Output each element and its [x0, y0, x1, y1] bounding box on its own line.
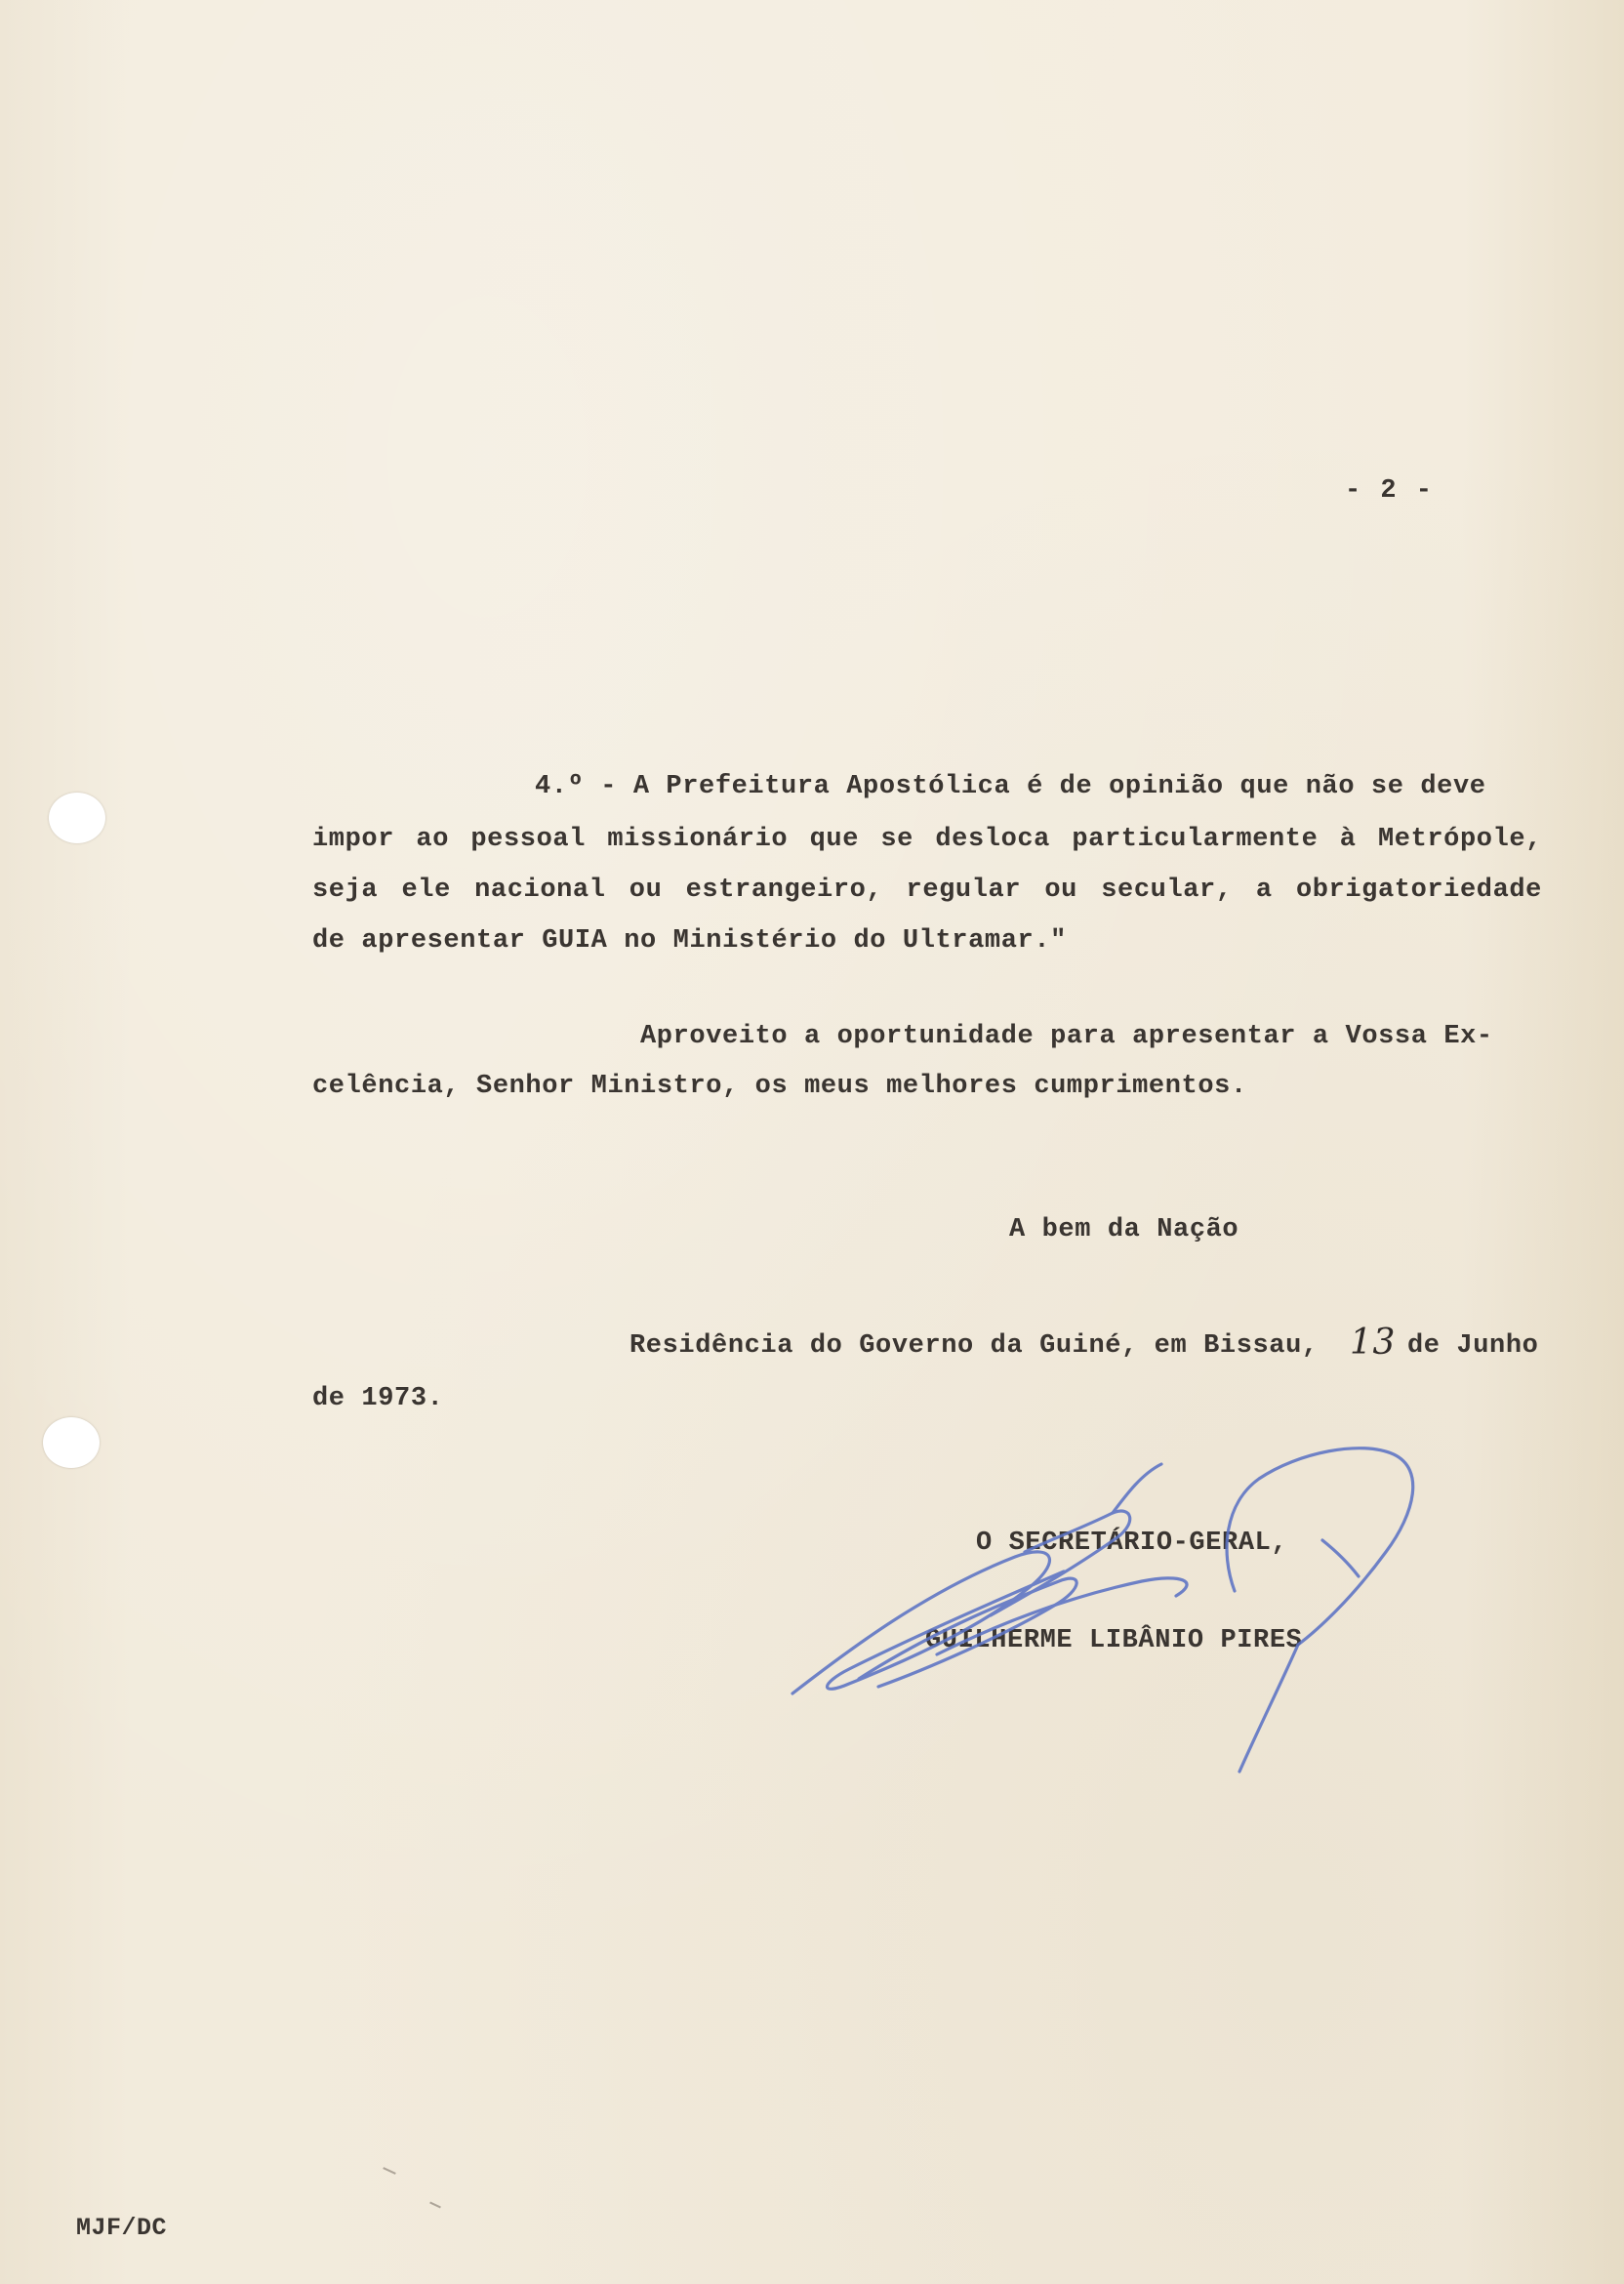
page-number: - 2 - — [1345, 476, 1435, 506]
closing-line-1: Aproveito a oportunidade para apresentar a Vossa Ex- — [640, 1022, 1493, 1051]
paper-speck-2 — [429, 2202, 441, 2209]
signatory-title: O SECRETÁRIO-GERAL, — [976, 1529, 1288, 1558]
place-date-year: de 1973. — [312, 1384, 444, 1413]
handwritten-signature — [791, 1435, 1435, 1786]
paragraph-4-line-3: seja ele nacional ou estrangeiro, regular ou secular, a obrigatoriedade — [312, 876, 1542, 905]
handwritten-day: 13 — [1350, 1323, 1397, 1363]
place-date-prefix: Residência do Governo da Guiné, em Bissau, — [629, 1331, 1319, 1361]
punch-hole-bottom — [43, 1417, 100, 1468]
place-date-suffix: de Junho — [1407, 1331, 1539, 1361]
closing-line-2: celência, Senhor Ministro, os meus melhores cumprimentos. — [312, 1072, 1247, 1101]
reference-code: MJF/DC — [76, 2214, 168, 2242]
paragraph-4-line-1: 4.º - A Prefeitura Apostólica é de opinião que não se deve — [535, 772, 1486, 801]
paper-speck-1 — [383, 2167, 396, 2175]
salutation: A bem da Nação — [1009, 1215, 1239, 1244]
punch-hole-top — [49, 793, 105, 843]
paragraph-4-line-4: de apresentar GUIA no Ministério do Ultramar." — [312, 926, 1067, 956]
paragraph-4-line-2: impor ao pessoal missionário que se desloca particularmente à Metrópole, — [312, 825, 1542, 854]
signatory-name: GUILHERME LIBÂNIO PIRES — [925, 1626, 1303, 1655]
